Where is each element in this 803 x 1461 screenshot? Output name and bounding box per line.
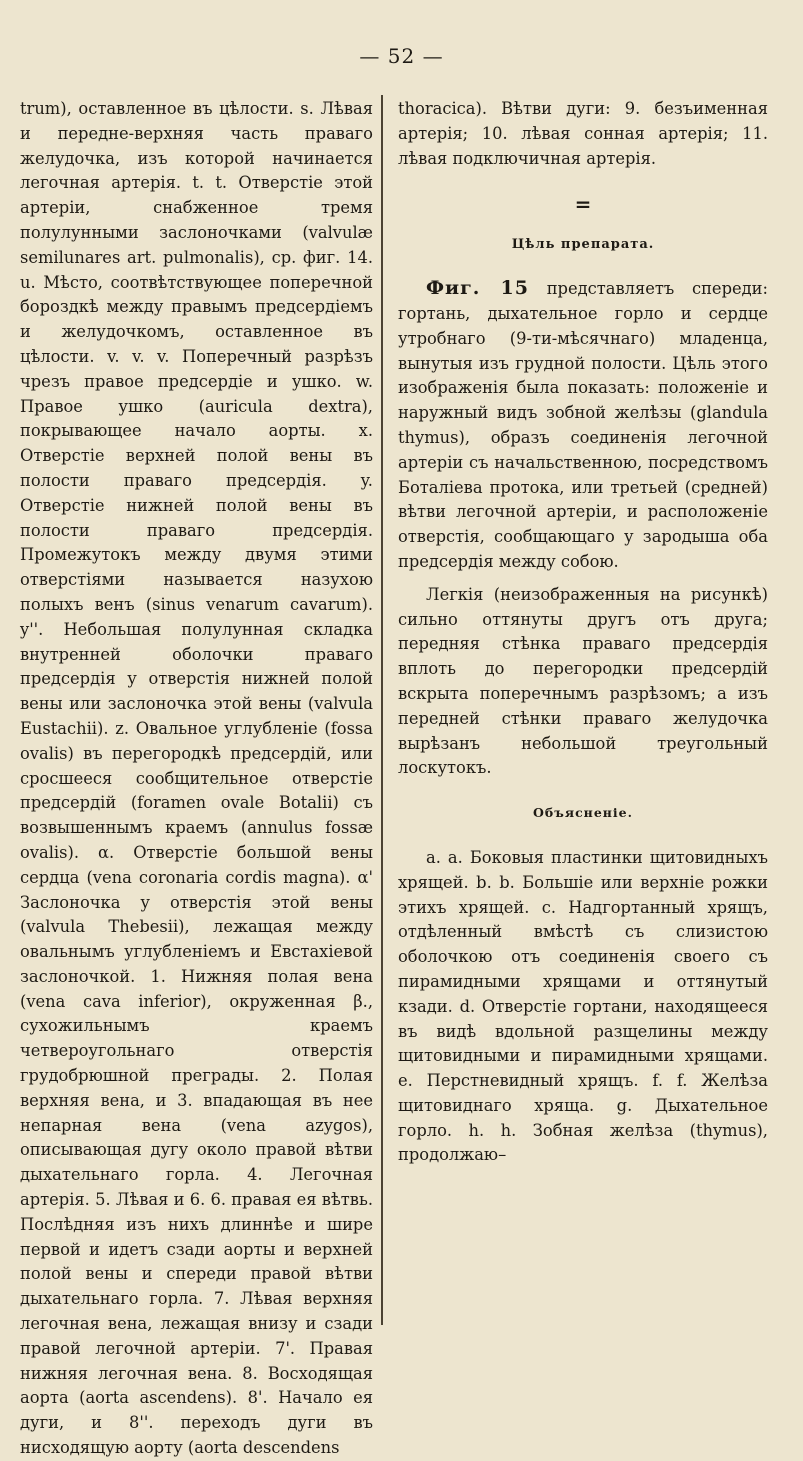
page-number: — 52 — (359, 44, 444, 68)
left-column (20, 97, 373, 1461)
figure-description-text: представляетъ спереди: гортань, дыхательное горло и сердце утробнаго (9-ти-мѣсячнаго) младенца, вынутыя изъ грудной полости. Цѣль этого изображенія была показать: положеніе и наружный видъ зобной желѣзы (glandula thymus), образъ соединенія легочной артеріи съ начальственною, посредствомъ Боталіева протока, или третьей (средней) вѣтви легочной артеріи, и расположеніе отверстія, сообщающаго у зародыша оба предсердія между собою. (398, 279, 768, 571)
preparation-paragraph: Легкія (неизображенныя на рисункѣ) сильно оттянуты другъ отъ друга; передняя стѣнка праваго предсердія вплоть до перегородки предсердій вскрыта поперечнымъ разрѣзомъ; а изъ передней стѣнки праваго желудочка вырѣзанъ небольшой треугольный лоскутокъ. (398, 584, 768, 778)
section-divider-mark: = (574, 192, 592, 217)
column-divider (381, 95, 383, 1325)
left-column-text: trum), оставленное въ цѣлости. s. Лѣвая и передне-верхняя часть праваго желудочка, изъ которой начинается легочная артерія. t. t. Отверстіе этой артеріи, снабженное тремя полулунными заслоночками (valvulæ semilunares art. pulmonalis), ср. фиг. 14. u. Мѣсто, соотвѣтствующее поперечной бороздкѣ между правымъ предсердіемъ и желудочкомъ, оставленное въ цѣлости. v. v. v. Поперечный разрѣзъ чрезъ правое предсердіе и ушко. w. Правое ушко (auricula dextra), покрывающее начало аорты. x. Отверстіе верхней полой вены въ полости праваго предсердія. y. Отверстіе нижней полой вены въ полости праваго предсердія. Промежутокъ между двумя этими отверстіями называется назухою полыхъ венъ (sinus venarum cavarum). y''. Небольшая полулунная складка внутренней оболочки праваго предсердія у отверстія нижней полой вены или заслоночка этой вены (valvula Eustachii). z. Овальное углубленіе (fossa ovalis) въ перегородкѣ предсердій, или сросшееся сообщительное отверстіе предсердій (foramen ovale Botalii) съ возвышеннымъ краемъ (annulus fossæ ovalis). α. Отверстіе большой вены сердца (vena coronaria cordis magna). α' Заслоночка у отверстія этой вены (valvula Thebesii), лежащая между овальнымъ углубленіемъ и Евстахіевой заслоночкой. 1. Нижняя полая вена (vena cava inferior), окруженная β., сухожильнымъ краемъ четвероугольнаго отверстія грудобрюшной преграды. 2. Полая верхняя вена, и 3. впадающая въ нее непарная вена (vena azygos), описывающая дугу около правой вѣтви дыхательнаго горла. 4. Легочная артерія. 5. Лѣвая и 6. 6. правая ея вѣтвь. Послѣдняя изъ нихъ длиннѣе и шире первой и идетъ сзади аорты и верхней полой вены и спереди правой вѣтви дыхательнаго горла. 7. Лѣвая верхняя легочная вена, лежащая внизу и сзади правой легочной артеріи. 7'. Правая нижняя легочная вена. 8. Восходящая аорта (aorta ascendens). 8'. Начало ея дуги, и 8''. переходъ дуги въ нисходящую аорту (aorta descendens (20, 99, 373, 1458)
right-column-intro: thoracica). Вѣтви дуги: 9. безъименная артерія; 10. лѣвая сонная артерія; 11. лѣвая подключичная артерія. (398, 99, 768, 168)
right-column (398, 97, 768, 1168)
explanation-title: Объясненіе. (533, 805, 633, 821)
goal-section-title: Цѣль препарата. (511, 237, 655, 253)
explanation-text: a. a. Боковыя пластинки щитовидныхъ хрящей. b. b. Большіе или верхніе рожки этихъ хрящей. c. Надгортанный хрящъ, отдѣленный вмѣстѣ съ слизистою оболочкою отъ соединенія своего съ пирамидными хрящами и оттянутый кзади. d. Отверстіе гортани, находящееся въ видѣ вдольной разщелины между щитовидными и пирамидными хрящами. e. Перстневидный хрящъ. f. f. Желѣза щитовиднаго хряща. g. Дыхательное горло. h. h. Зобная желѣза (thymus), продолжаю– (398, 847, 768, 1165)
figure-description (398, 276, 768, 575)
figure-label: Фиг. 15 (426, 277, 529, 300)
